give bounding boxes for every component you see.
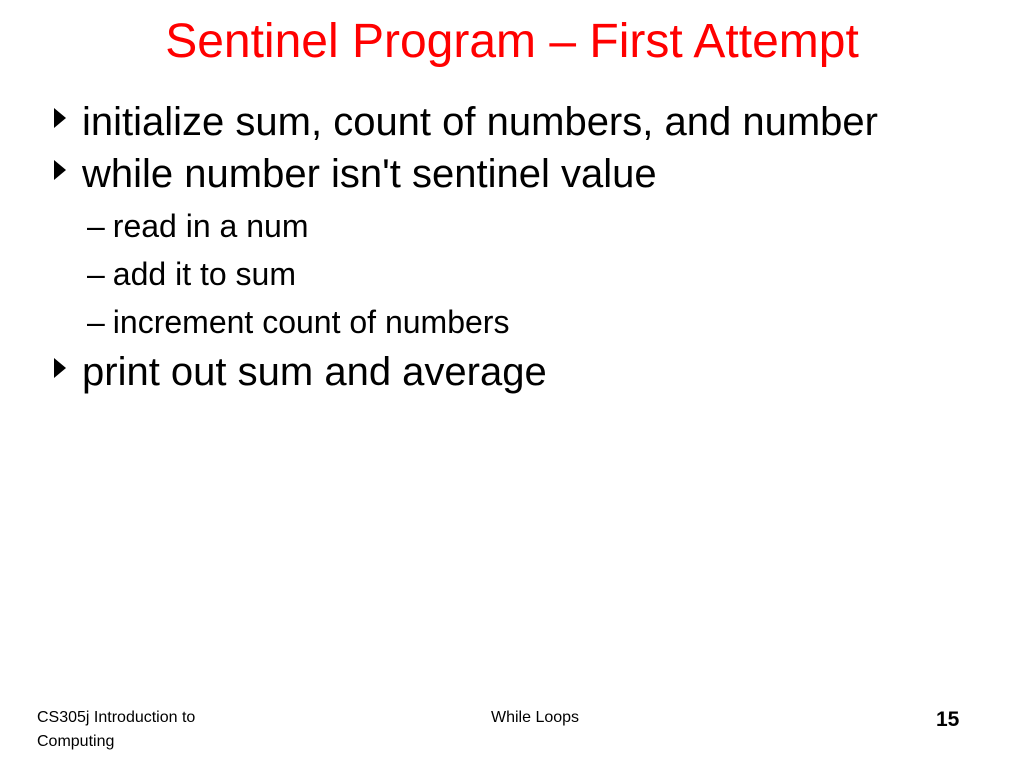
triangle-bullet-icon	[54, 358, 66, 378]
footer-topic: While Loops	[491, 709, 580, 726]
dash-marker: –	[87, 304, 105, 340]
triangle-bullet-icon	[54, 108, 66, 128]
bullet-item	[50, 98, 878, 146]
sub-bullet-text: increment count of numbers	[112, 304, 510, 340]
sub-bullet-text: add it to sum	[112, 256, 296, 292]
sub-bullet-item	[87, 206, 308, 246]
page-number: 15	[936, 708, 960, 731]
bullet-item	[50, 150, 657, 198]
footer-course-line2: Computing	[37, 733, 115, 750]
sub-bullet-text: read in a num	[112, 208, 309, 244]
dash-marker: –	[87, 256, 105, 292]
dash-marker: –	[87, 208, 105, 244]
footer-course	[37, 706, 195, 754]
footer-course-line1: CS305j Introduction to	[37, 709, 196, 726]
sub-bullet-item	[87, 254, 296, 294]
bullet-text: initialize sum, count of numbers, and number	[82, 100, 878, 144]
bullet-text: while number isn't sentinel value	[82, 152, 657, 196]
triangle-bullet-icon	[54, 160, 66, 180]
slide-title: Sentinel Program – First Attempt	[165, 15, 859, 68]
bullet-item	[50, 348, 547, 396]
bullet-text: print out sum and average	[82, 350, 547, 394]
sub-bullet-item	[87, 302, 509, 342]
